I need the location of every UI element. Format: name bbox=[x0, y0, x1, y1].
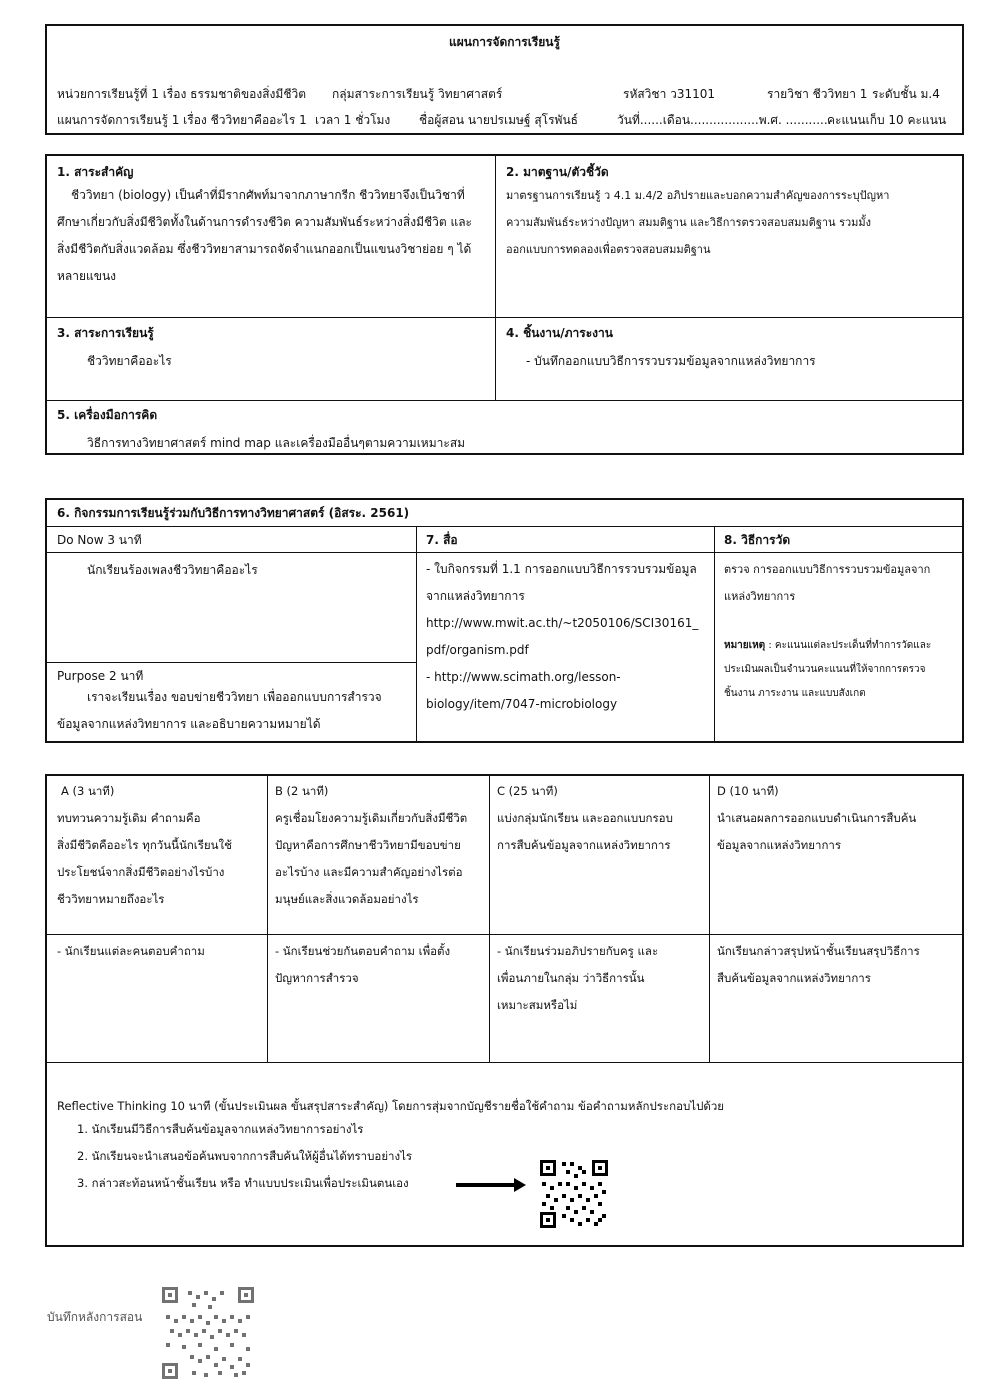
step-d-teacher bbox=[717, 778, 916, 859]
purpose-line: ข้อมูลจากแหล่งวิทยาการ และอธิบายความหมายได้ bbox=[57, 717, 321, 731]
section-6-title: 6. กิจกรรมการเรียนรู้ร่วมกับวิธีการทางวิทยาศาสตร์ (อิสระ. 2561) bbox=[57, 506, 410, 520]
time-label: เวลา 1 ชั่วโมง bbox=[315, 113, 391, 127]
purpose-label: Purpose bbox=[57, 669, 106, 683]
step-a-teacher bbox=[57, 778, 232, 913]
section-8-body bbox=[724, 556, 930, 610]
purpose-body bbox=[57, 684, 382, 738]
purpose-line: เราจะเรียนเรื่อง ขอบข่ายชีววิทยา เพื่อออกแบบการสำรวจ bbox=[87, 690, 382, 704]
step-line: แบ่งกลุ่มนักเรียน และออกแบบกรอบ bbox=[497, 811, 673, 825]
section-7-line: - http://www.scimath.org/lesson- bbox=[426, 670, 621, 684]
section-3-text: ชีววิทยาคืออะไร bbox=[87, 354, 172, 368]
step-line: สืบค้นข้อมูลจากแหล่งวิทยาการ bbox=[717, 971, 871, 985]
step-line: การสืบค้นข้อมูลจากแหล่งวิทยาการ bbox=[497, 838, 671, 852]
section-5-text: วิธีการทางวิทยาศาสตร์ mind map และเครื่องมืออื่นๆตามความเหมาะสม bbox=[87, 436, 466, 450]
step-line: ปัญหาการสำรวจ bbox=[275, 971, 359, 985]
sections-6-8-box bbox=[45, 498, 964, 743]
step-line: สิ่งมีชีวิตคืออะไร ทุกวันนี้นักเรียนใช้ bbox=[57, 838, 232, 852]
step-line: - นักเรียนร่วมอภิปรายกับครู และ bbox=[497, 944, 659, 958]
teacher-label: ชื่อผู้สอน นายปรเมษฐ์ สุโรพันธ์ bbox=[419, 113, 578, 127]
arrow-head-icon bbox=[514, 1178, 526, 1192]
section-8-line: แหล่งวิทยาการ bbox=[724, 590, 796, 603]
step-c-header: C (25 นาที) bbox=[497, 784, 558, 798]
section-3-title: 3. สาระการเรียนรู้ bbox=[57, 326, 154, 340]
section-7-line: จากแหล่งวิทยาการ bbox=[426, 589, 525, 603]
step-line: ครูเชื่อมโยงความรู้เดิมเกี่ยวกับสิ่งมีชีวิต bbox=[275, 811, 468, 825]
section-7-line: http://www.mwit.ac.th/~t2050106/SCI30161_ bbox=[426, 616, 699, 630]
step-line: ทบทวนความรู้เดิม คำถามคือ bbox=[57, 811, 201, 825]
section-1-title: 1. สาระสำคัญ bbox=[57, 165, 134, 179]
grade-level: ระดับชั้น ม.4 bbox=[872, 87, 940, 101]
section-1-line: ชีววิทยา (biology) เป็นคำที่มีรากศัพท์มาจากภาษากรีก ชีววิทยาจึงเป็นวิชาที่ bbox=[71, 188, 465, 202]
note-line: ประเมินผลเป็นจำนวนคะแนนที่ให้จากการตรวจ bbox=[724, 664, 926, 675]
step-line: ปัญหาคือการศึกษาชีววิทยามีขอบข่าย bbox=[275, 838, 461, 852]
donow-time: 3 นาที bbox=[107, 533, 142, 547]
step-line: ชีววิทยาหมายถึงอะไร bbox=[57, 892, 165, 906]
section-7-line: pdf/organism.pdf bbox=[426, 643, 529, 657]
course-name: รายวิชา ชีววิทยา 1 bbox=[767, 87, 868, 101]
section-2-line: ความสัมพันธ์ระหว่างปัญหา สมมติฐาน และวิธีการตรวจสอบสมมติฐาน รวมมั้ง bbox=[506, 216, 872, 229]
section-4-text: - บันทึกออกแบบวิธีการรวบรวมข้อมูลจากแหล่งวิทยาการ bbox=[526, 354, 816, 368]
purpose-time: 2 นาที bbox=[109, 669, 144, 683]
donow-label: Do Now bbox=[57, 533, 104, 547]
section-7-title: 7. สื่อ bbox=[426, 533, 458, 547]
section-4-title: 4. ชิ้นงาน/ภาระงาน bbox=[506, 326, 613, 340]
section-7-body bbox=[426, 556, 698, 718]
note-line: ชิ้นงาน ภาระงาน และแบบสังเกต bbox=[724, 688, 866, 699]
section-8-line: ตรวจ การออกแบบวิธีการรวบรวมข้อมูลจาก bbox=[724, 563, 931, 576]
step-d-student bbox=[717, 938, 920, 992]
note-label: หมายเหตุ bbox=[724, 640, 766, 651]
step-line: นักเรียนกล่าวสรุปหน้าชั้นเรียนสรุปวิธีการ bbox=[717, 944, 920, 958]
section-2-body bbox=[506, 182, 889, 263]
section-1-body bbox=[57, 182, 472, 290]
section-8-title: 8. วิธีการวัด bbox=[724, 533, 791, 547]
donow-text: นักเรียนร้องเพลงชีววิทยาคืออะไร bbox=[87, 563, 258, 577]
step-c-teacher bbox=[497, 778, 673, 859]
reflective-item: 1. นักเรียนมีวิธีการสืบค้นข้อมูลจากแหล่งวิทยาการอย่างไร bbox=[77, 1122, 364, 1136]
step-line: - นักเรียนแต่ละคนตอบคำถาม bbox=[57, 944, 205, 958]
step-b-header: B (2 นาที) bbox=[275, 784, 329, 798]
step-b-student bbox=[275, 938, 450, 992]
qr-code-footer-icon[interactable] bbox=[162, 1287, 254, 1379]
step-line: อะไรบ้าง และมีความสำคัญอย่างไรต่อ bbox=[275, 865, 463, 879]
header-box bbox=[45, 24, 964, 135]
step-line: - นักเรียนช่วยกันตอบคำถาม เพื่อตั้ง bbox=[275, 944, 451, 958]
section-7-line: biology/item/7047-microbiology bbox=[426, 697, 618, 711]
score-label: คะแนนเก็บ 10 คะแนน bbox=[827, 113, 947, 127]
plan-label: แผนการจัดการเรียนรู้ 1 เรื่อง ชีววิทยาคืออะไร 1 bbox=[57, 113, 307, 127]
step-b-teacher bbox=[275, 778, 467, 913]
course-code: รหัสวิชา ว31101 bbox=[623, 87, 716, 101]
section-7-line: - ใบกิจกรรมที่ 1.1 การออกแบบวิธีการรวบรวมข้อมูล bbox=[426, 562, 697, 576]
step-a-header: A (3 นาที) bbox=[61, 784, 115, 798]
plan-title: แผนการจัดการเรียนรู้ bbox=[449, 35, 560, 49]
step-c-student bbox=[497, 938, 658, 1019]
reflective-list bbox=[77, 1116, 412, 1197]
unit-label: หน่วยการเรียนรู้ที่ 1 เรื่อง ธรรมชาติของสิ่งมีชีวิต bbox=[57, 87, 306, 101]
activities-box bbox=[45, 774, 964, 1247]
step-a-student bbox=[57, 938, 205, 965]
step-line: เพื่อนภายในกลุ่ม ว่าวิธีการนั้น bbox=[497, 971, 645, 985]
step-line: มนุษย์และสิ่งแวดล้อมอย่างไร bbox=[275, 892, 419, 906]
reflective-intro bbox=[57, 1098, 724, 1114]
section-2-title: 2. มาตฐาน/ตัวชี้วัด bbox=[506, 165, 609, 179]
section-1-line: ศึกษาเกี่ยวกับสิ่งมีชีวิตทั้งในด้านการดำรงชีวิต ความสัมพันธ์ระหว่างสิ่งมีชีวิต และ bbox=[57, 215, 473, 229]
section-8-note bbox=[724, 634, 931, 706]
section-2-line: ออกแบบการทดลองเพื่อตรวจสอบสมมติฐาน bbox=[506, 243, 711, 256]
step-line: นำเสนอผลการออกแบบดำเนินการสืบค้น bbox=[717, 811, 917, 825]
section-1-line: หลายแขนง bbox=[57, 269, 117, 283]
section-1-line: สิ่งมีชีวิตกับสิ่งแวดล้อม ซึ่งชีววิทยาสามารถจัดจำแนกออกเป็นแขนงวิชาย่อย ๆ ได้ bbox=[57, 242, 472, 256]
reflective-text: 10 นาที (ขั้นประเมินผล ขั้นสรุปสาระสำคัญ) โดยการสุ่มจากบัญชีรายชื่อใช้คำถาม ข้อคำถามหลักประกอบไปด้วย bbox=[166, 1099, 725, 1113]
section-2-line: มาตรฐานการเรียนรู้ ว 4.1 ม.4/2 อภิปรายและบอกความสำคัญของการระบุปัญหา bbox=[506, 189, 890, 202]
after-teaching-note-label: บันทึกหลังการสอน bbox=[47, 1310, 143, 1324]
reflective-item: 2. นักเรียนจะนำเสนอข้อค้นพบจากการสืบค้นให้ผู้อื่นได้ทราบอย่างไร bbox=[77, 1149, 413, 1163]
donow-header bbox=[57, 532, 142, 548]
note-line: : คะแนนแต่ละประเด็นที่ทำการวัดและ bbox=[765, 640, 932, 651]
section-5-title: 5. เครื่องมือการคิด bbox=[57, 408, 158, 422]
date-label: วันที่......เดือน..................พ.ศ. ............ bbox=[617, 113, 832, 127]
subject-group: กลุ่มสาระการเรียนรู้ วิทยาศาสตร์ bbox=[332, 87, 503, 101]
reflective-item: 3. กล่าวสะท้อนหน้าชั้นเรียน หรือ ทำแบบประเมินเพื่อประเมินตนเอง bbox=[77, 1176, 409, 1190]
step-d-header: D (10 นาที) bbox=[717, 784, 779, 798]
sections-1-5-box bbox=[45, 154, 964, 455]
purpose-header bbox=[57, 668, 143, 684]
step-line: เหมาะสมหรือไม่ bbox=[497, 998, 578, 1012]
arrow-right-icon bbox=[456, 1183, 516, 1187]
step-line: ข้อมูลจากแหล่งวิทยาการ bbox=[717, 838, 842, 852]
qr-code-icon[interactable] bbox=[540, 1160, 608, 1228]
step-line: ประโยชน์จากสิ่งมีชีวิตอย่างไรบ้าง bbox=[57, 865, 225, 879]
reflective-label: Reflective Thinking bbox=[57, 1099, 167, 1113]
